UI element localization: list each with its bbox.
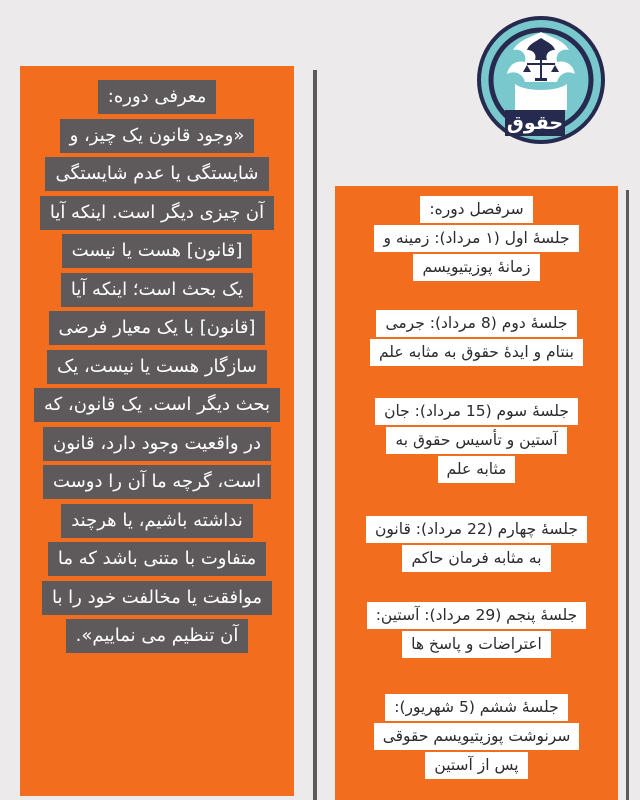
session-text-line: جلسهٔ پنجم (29 مرداد): آستین: <box>367 602 587 629</box>
session-text-line: جلسهٔ دوم (8 مرداد): جرمی <box>376 310 576 337</box>
course-intro-line: است، گرچه ما آن را دوست <box>43 465 271 499</box>
session-text-line: جلسهٔ اول (۱ مرداد): زمینه و <box>374 225 578 252</box>
syllabus-heading: سرفصل دوره: <box>420 196 532 223</box>
syllabus-panel <box>335 186 618 800</box>
course-intro-line: نداشته باشیم، یا هرچند <box>61 504 253 538</box>
course-intro-line: یک بحث است؛ اینکه آیا <box>61 273 253 307</box>
session-text-line: جلسهٔ سوم (15 مرداد): جان <box>375 398 578 425</box>
syllabus-heading-block <box>335 196 618 281</box>
logo-label: حقوق <box>506 112 564 134</box>
session-text-line: آستین و تأسیس حقوق به <box>386 427 566 454</box>
session-text-line: سرنوشت پوزیتیویسم حقوقی <box>374 723 580 750</box>
course-intro-line: آن تنظیم می نماییم». <box>66 619 249 653</box>
session-text-line: مثابه علم <box>438 456 516 483</box>
course-intro-line: [قانون] با یک معیار فرضی <box>49 311 266 345</box>
course-intro-line: در واقعیت وجود دارد، قانون <box>43 427 271 461</box>
session-text-line: اعتراضات و پاسخ ها <box>402 631 551 658</box>
law-faculty-logo <box>475 14 607 146</box>
session-text-line: به مثابه فرمان حاکم <box>402 545 550 572</box>
session-item <box>335 694 618 779</box>
session-text-line: زمانهٔ پوزیتیویسم <box>413 254 539 281</box>
session-text-line: بنتام و ایدهٔ حقوق به مثابه علم <box>370 339 583 366</box>
course-intro-heading: معرفی دوره: <box>98 80 216 114</box>
course-intro-line: «وجود قانون یک چیز، و <box>60 119 255 153</box>
course-intro-panel <box>20 66 294 796</box>
divider-line-left <box>313 70 317 800</box>
session-text-line: جلسهٔ ششم (5 شهریور): <box>385 694 567 721</box>
course-intro-line: متفاوت با متنی باشد که ما <box>48 542 266 576</box>
course-intro-line: سازگار هست یا نیست، یک <box>47 350 267 384</box>
divider-line-right <box>626 190 629 800</box>
session-item <box>335 516 618 572</box>
session-item <box>335 602 618 658</box>
course-intro-text <box>20 80 294 653</box>
session-text-line: جلسهٔ چهارم (22 مرداد): قانون <box>366 516 587 543</box>
course-intro-line: شایستگی یا عدم شایستگی <box>45 157 268 191</box>
course-intro-line: موافقت یا مخالفت خود را با <box>42 581 272 615</box>
session-text-line: پس از آستین <box>425 752 527 779</box>
course-intro-line: بحث دیگر است. یک قانون، که <box>34 388 280 422</box>
course-intro-line: [قانون] هست یا نیست <box>62 234 253 268</box>
course-intro-line: آن چیزی دیگر است. اینکه آیا <box>40 196 274 230</box>
session-item <box>335 398 618 483</box>
session-item <box>335 310 618 366</box>
